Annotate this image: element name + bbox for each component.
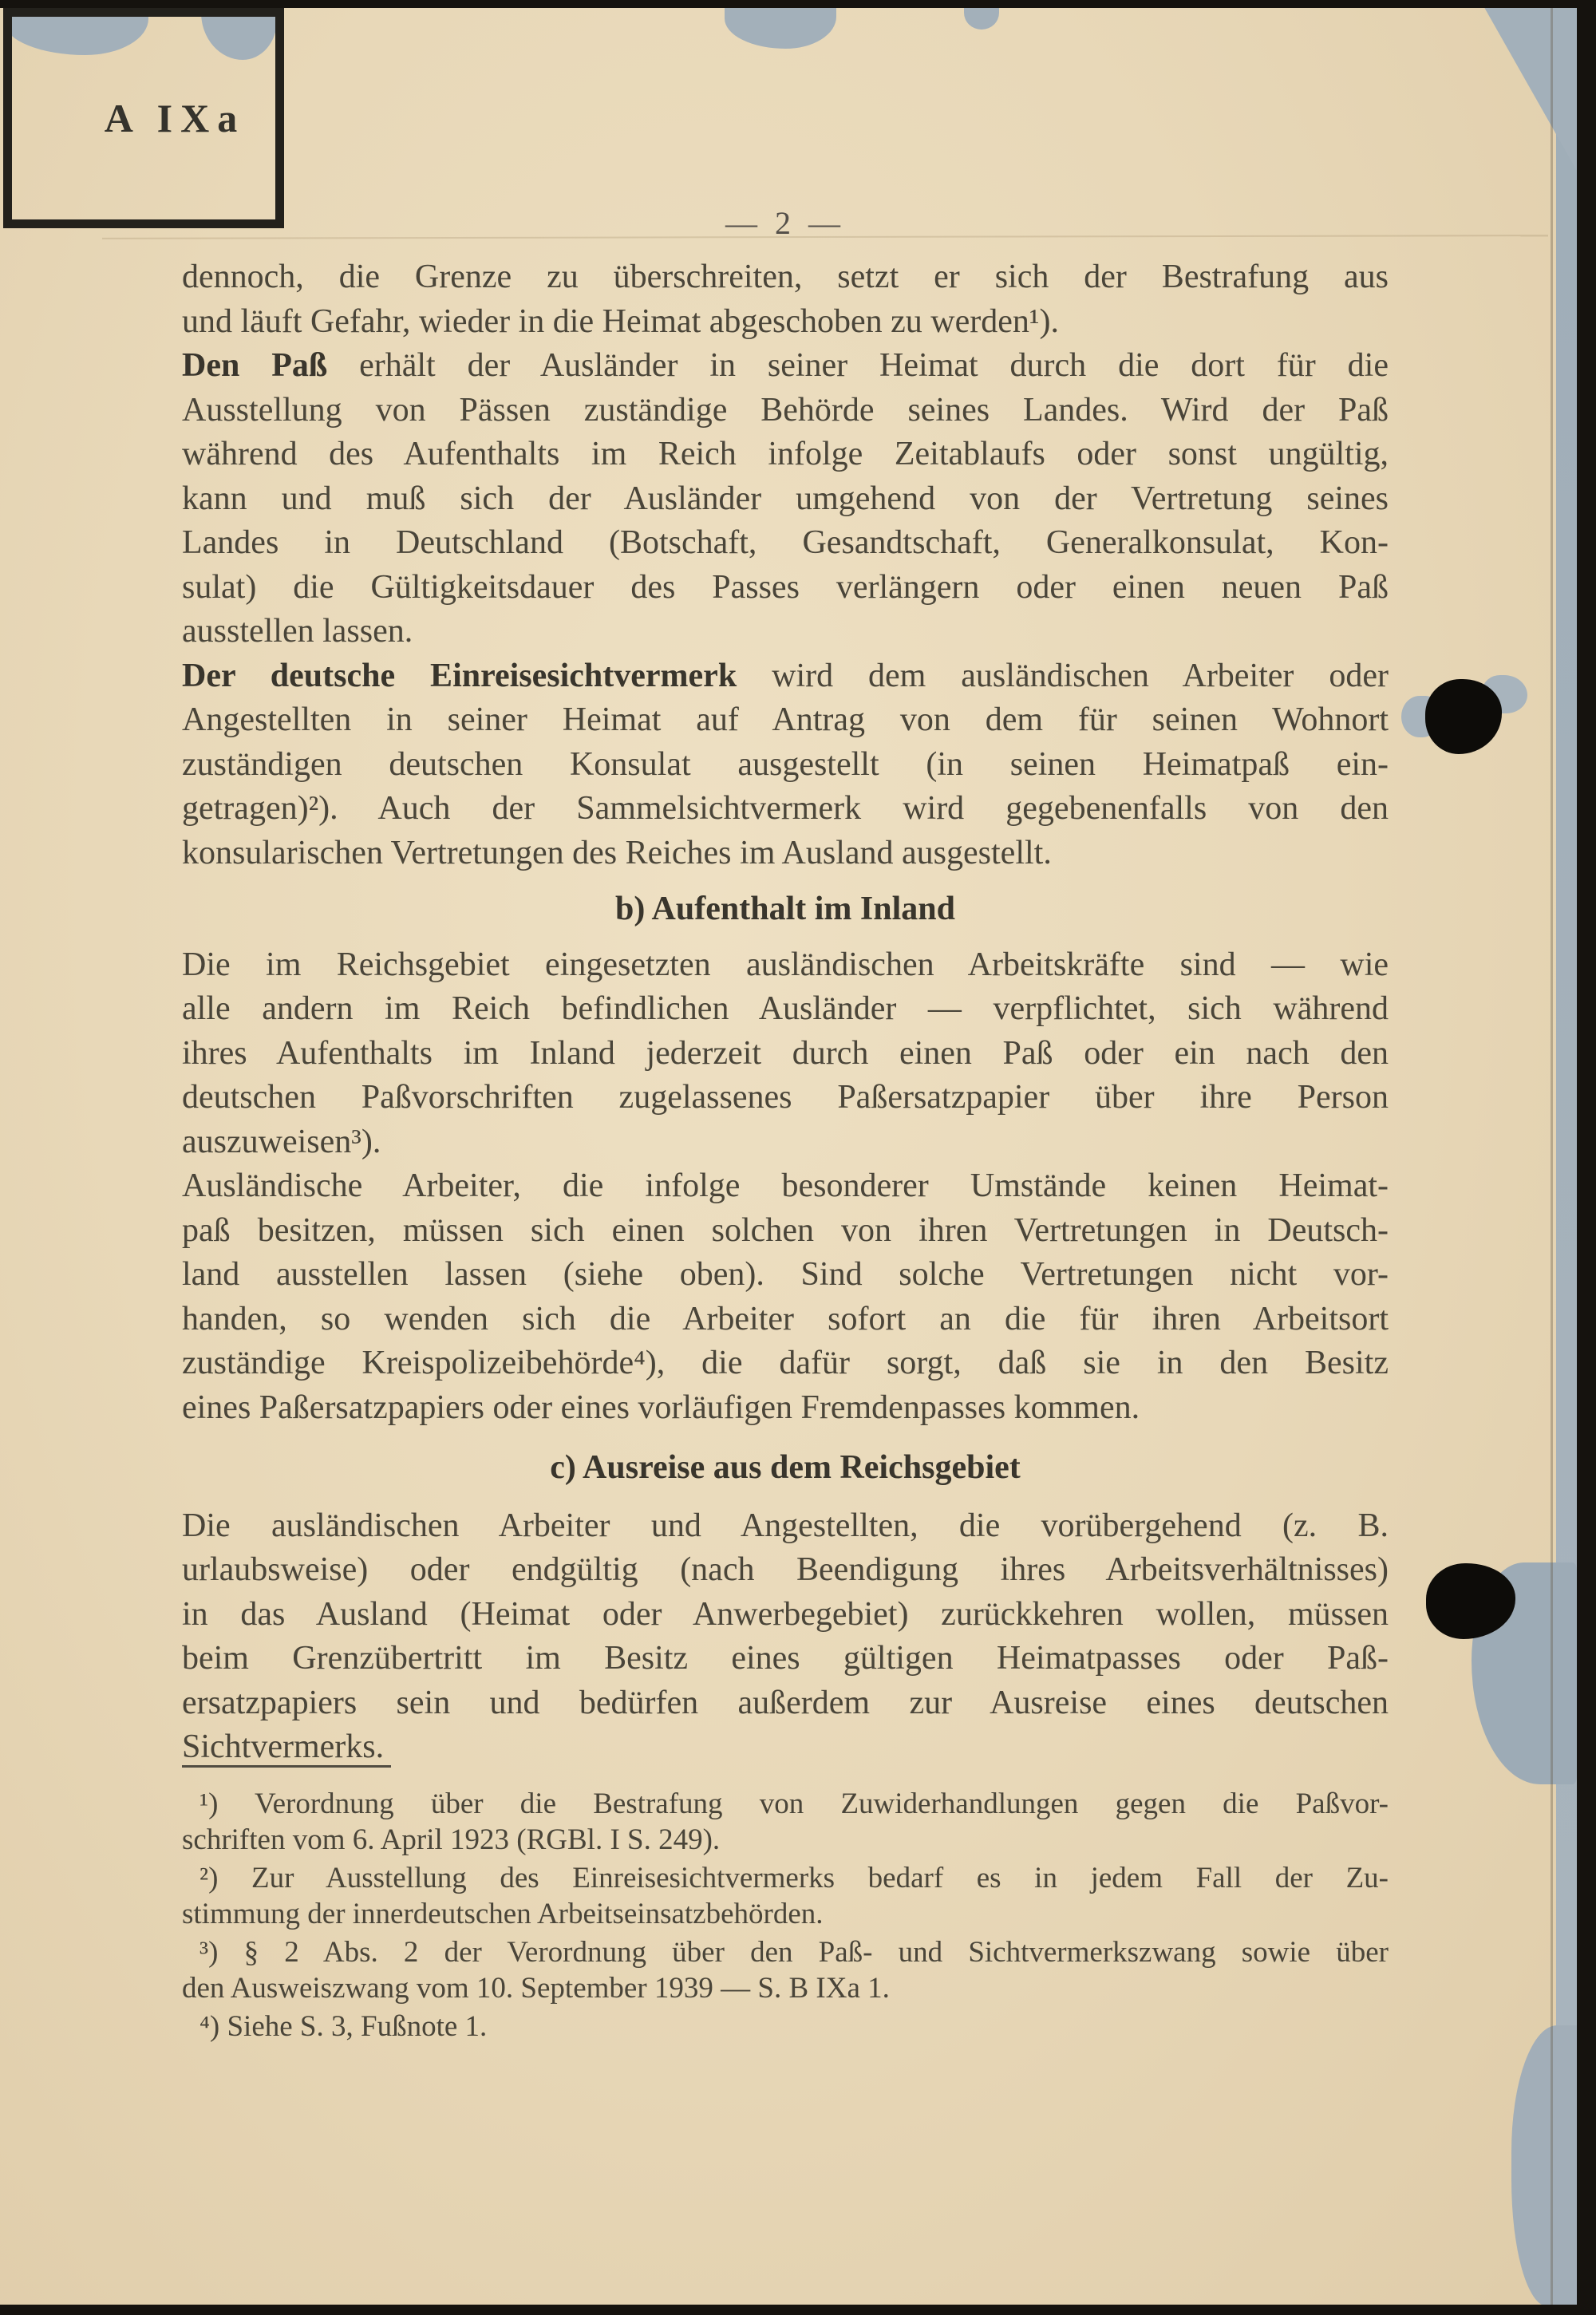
footnote bbox=[182, 2009, 1389, 2044]
text-line: deutschen Paßvorschriften zugelassenes Paßersatzpapier über ihre Person bbox=[182, 1079, 1389, 1116]
text-line: kann und muß sich der Ausländer umgehend von der Vertretung seines bbox=[182, 480, 1389, 517]
text-line: zuständige Kreispolizeibehörde⁴), die dafür sorgt, daß sie in den Besitz bbox=[182, 1345, 1389, 1381]
document-text bbox=[182, 255, 1389, 1770]
text-line: Angestellten in seiner Heimat auf Antrag von dem für seinen Wohnort bbox=[182, 701, 1389, 738]
text-line: Sichtvermerks. bbox=[182, 1728, 385, 1765]
text-line: alle andern im Reich befindlichen Ausländer — verpflichtet, sich während bbox=[182, 990, 1389, 1027]
text-line: Die im Reichsgebiet eingesetzten ausländischen Arbeitskräfte sind — wie bbox=[182, 946, 1389, 983]
scan-edge-strip bbox=[1556, 7, 1577, 2305]
text-line: ⁴) Siehe S. 3, Fußnote 1. bbox=[200, 2010, 488, 2043]
text-line: konsularischen Vertretungen des Reiches im Ausland ausgestellt. bbox=[182, 834, 1052, 871]
footnote bbox=[182, 1934, 1389, 2006]
paragraph bbox=[182, 344, 1389, 654]
footnote bbox=[182, 1860, 1389, 1932]
bold-lead: Den Paß bbox=[182, 347, 328, 384]
text-line: Der deutsche Einreisesichtvermerk wird dem ausländischen Arbeiter oder bbox=[182, 657, 1389, 694]
text-line: Die ausländischen Arbeiter und Angestellten, die vorübergehend (z. B. bbox=[182, 1507, 1389, 1544]
text-line: land ausstellen lassen (siehe oben). Sind solche Vertretungen nicht vor- bbox=[182, 1256, 1389, 1293]
text-line: Landes in Deutschland (Botschaft, Gesandtschaft, Generalkonsulat, Kon- bbox=[182, 524, 1389, 561]
section-code-label: A IXa bbox=[104, 96, 246, 140]
page-number: — 2 — bbox=[725, 205, 845, 241]
text-line: den Ausweiszwang vom 10. September 1939 — S. B IXa 1. bbox=[182, 1972, 890, 2005]
text-line: eines Paßersatzpapiers oder eines vorläufigen Fremdenpasses kommen. bbox=[182, 1389, 1140, 1426]
text-line: paß besitzen, müssen sich einen solchen von ihren Vertretungen in Deutsch- bbox=[182, 1211, 1389, 1249]
text-line: handen, so wenden sich die Arbeiter sofort an die für ihren Arbeitsort bbox=[182, 1300, 1389, 1337]
page-edge-shadow bbox=[1551, 7, 1553, 2305]
paragraph bbox=[182, 1164, 1389, 1430]
paragraph bbox=[182, 255, 1389, 344]
text-line: Ausstellung von Pässen zuständige Behörde seines Landes. Wird der Paß bbox=[182, 391, 1389, 429]
text-line: beim Grenzübertritt im Besitz eines gültigen Heimatpasses oder Paß- bbox=[182, 1640, 1389, 1677]
scan-border-top bbox=[0, 0, 1596, 8]
text-line: dennoch, die Grenze zu überschreiten, setzt er sich der Bestrafung aus bbox=[182, 259, 1389, 295]
text-line: zuständigen deutschen Konsulat ausgestellt (in seinen Heimatpaß ein- bbox=[182, 745, 1389, 783]
bold-lead: Der deutsche Einreisesichtvermerk bbox=[182, 657, 737, 694]
paragraph bbox=[182, 943, 1389, 1165]
section-heading: c) Ausreise aus dem Reichsgebiet bbox=[550, 1449, 1021, 1486]
text-line: getragen)²). Auch der Sammelsichtvermerk wird gegebenenfalls von den bbox=[182, 790, 1389, 827]
paragraph bbox=[182, 654, 1389, 876]
text-line: ³) § 2 Abs. 2 der Verordnung über den Paß- und Sichtvermerkszwang sowie über bbox=[200, 1936, 1389, 1969]
scan-border-bottom bbox=[0, 2305, 1596, 2315]
text-line: auszuweisen³). bbox=[182, 1123, 381, 1160]
text-line: sulat) die Gültigkeitsdauer des Passes verlängern oder einen neuen Paß bbox=[182, 568, 1389, 606]
section-heading: b) Aufenthalt im Inland bbox=[615, 891, 955, 927]
scan-border-right bbox=[1577, 0, 1596, 2315]
footnote-separator bbox=[182, 1765, 391, 1768]
text-line: in das Ausland (Heimat oder Anwerbegebiet) zurückkehren wollen, müssen bbox=[182, 1595, 1389, 1633]
text-line: stimmung der innerdeutschen Arbeitseinsatzbehörden. bbox=[182, 1898, 824, 1930]
section-code-box bbox=[3, 8, 284, 228]
text-line: ²) Zur Ausstellung des Einreisesichtvermerks bedarf es in jedem Fall der Zu- bbox=[200, 1862, 1389, 1894]
footnote bbox=[182, 1786, 1389, 1858]
paragraph bbox=[182, 1504, 1389, 1770]
text-line: Den Paß erhält der Ausländer in seiner Heimat durch die dort für die bbox=[182, 347, 1389, 384]
text-line: Ausländische Arbeiter, die infolge besonderer Umstände keinen Heimat- bbox=[182, 1167, 1389, 1204]
text-line: ersatzpapiers sein und bedürfen außerdem zur Ausreise eines deutschen bbox=[182, 1684, 1389, 1721]
text-line: ihres Aufenthalts im Inland jederzeit durch einen Paß oder ein nach den bbox=[182, 1034, 1389, 1072]
footnotes bbox=[182, 1786, 1389, 2047]
text-line: während des Aufenthalts im Reich infolge Zeitablaufs oder sonst ungültig, bbox=[182, 436, 1389, 472]
text-line: ausstellen lassen. bbox=[182, 613, 413, 650]
text-line: schriften vom 6. April 1923 (RGBl. I S. 249). bbox=[182, 1823, 721, 1856]
text-line: urlaubsweise) oder endgültig (nach Beendigung ihres Arbeitsverhältnisses) bbox=[182, 1551, 1389, 1588]
text-line: ¹) Verordnung über die Bestrafung von Zuwiderhandlungen gegen die Paßvor- bbox=[200, 1788, 1389, 1820]
text-line: und läuft Gefahr, wieder in die Heimat abgeschoben zu werden¹). bbox=[182, 302, 1059, 340]
